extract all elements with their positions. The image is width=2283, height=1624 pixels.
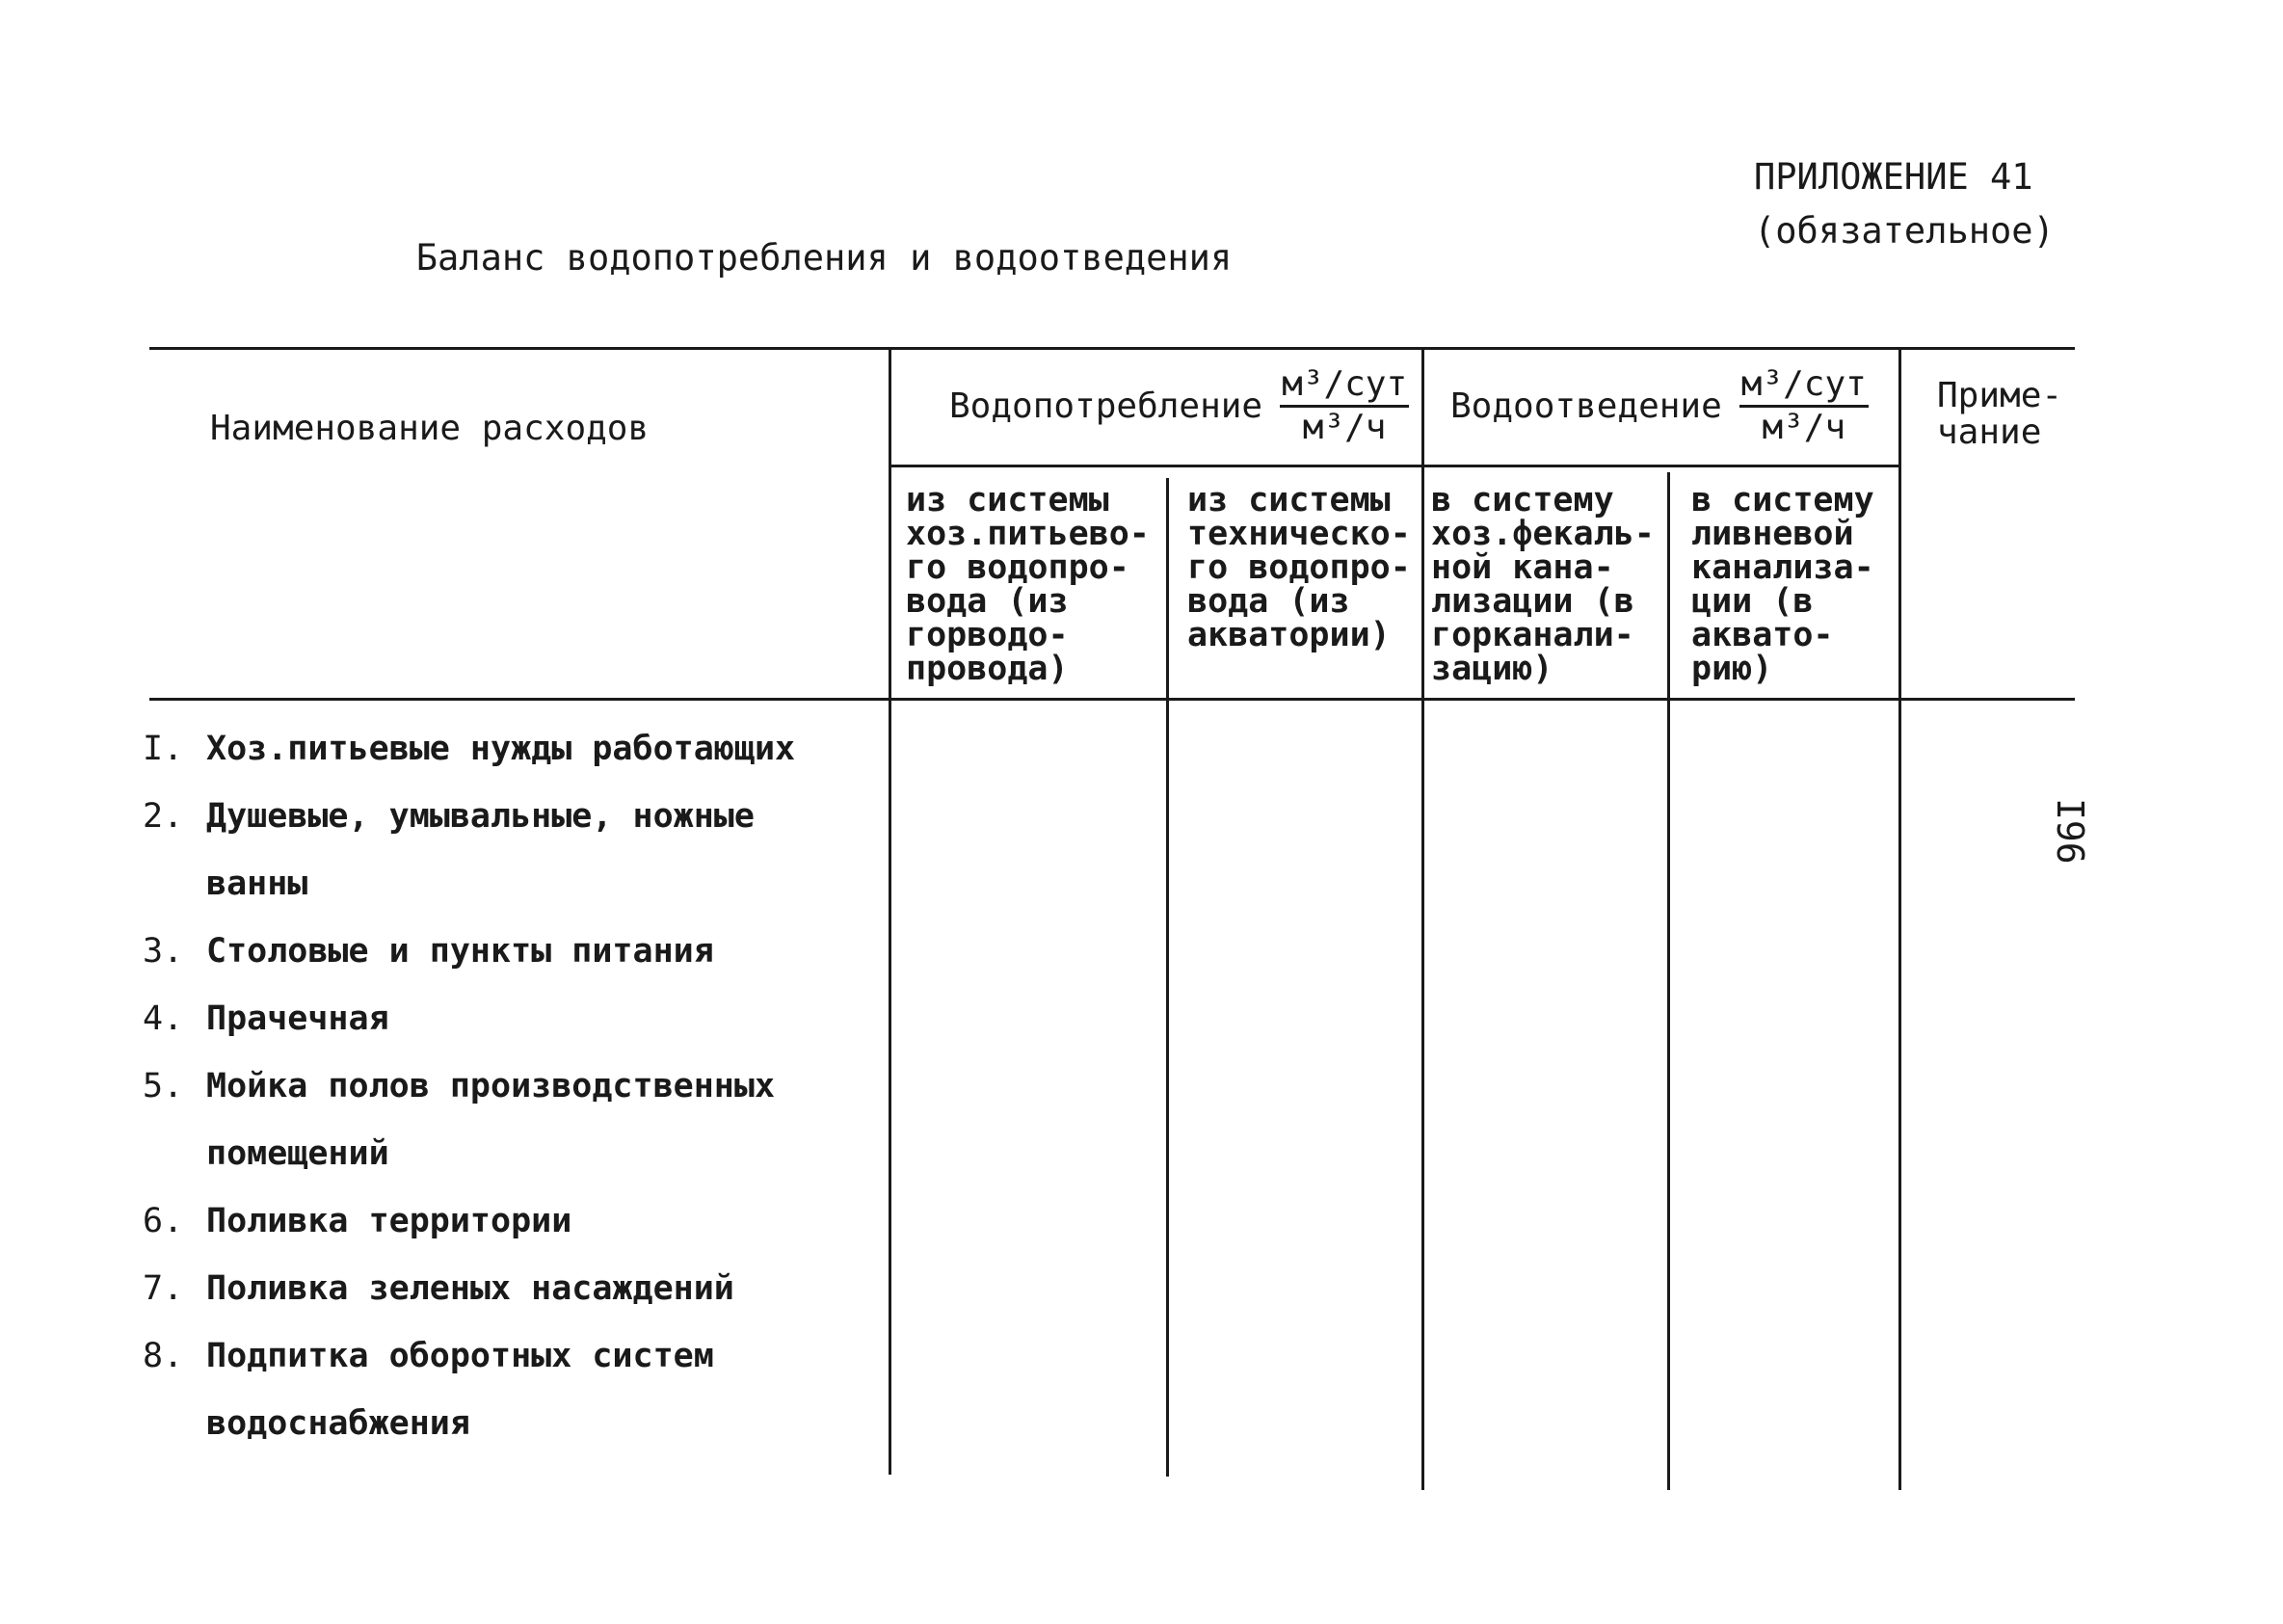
row-number: 8. [143, 1337, 184, 1375]
unit-per-day: м³/сут [1739, 364, 1869, 408]
water-disposal-units [1739, 364, 1869, 448]
row-label: Столовые и пункты питания [206, 932, 714, 971]
row-label-continued: ванны [206, 865, 308, 903]
subheader-sewer-disposal: в систему хоз.фекаль- ной кана- лизации (в горканали- зацию) [1431, 481, 1655, 688]
col-divider-1 [889, 349, 891, 1475]
appendix-label: ПРИЛОЖЕНИЕ 41 [1754, 156, 2033, 198]
header-bottom-rule [149, 698, 2075, 701]
water-disposal-label: Водоотведение [1450, 386, 1722, 426]
subheader-household-supply: из системы хоз.питьево- го водопро- вода (из горводо- провода) [906, 481, 1150, 688]
appendix-block [1754, 150, 2055, 258]
water-consumption-label: Водопотребление [949, 386, 1263, 426]
row-label: Подпитка оборотных систем [206, 1337, 714, 1375]
water-consumption-units [1280, 364, 1409, 448]
unit-per-hour: м³/ч [1762, 408, 1846, 447]
units-bottom-rule [891, 465, 1901, 467]
unit-per-day: м³/сут [1280, 364, 1409, 408]
header-water-disposal [1450, 364, 1869, 448]
header-water-consumption [949, 364, 1409, 448]
row-number: 4. [143, 999, 184, 1038]
appendix-note: (обязательное) [1754, 210, 2055, 252]
table-row [143, 715, 795, 783]
row-number: 7. [143, 1269, 184, 1308]
document-title: Баланс водопотребления и водоотведения [415, 237, 1233, 279]
table-row [143, 918, 714, 985]
table-row [143, 1322, 714, 1457]
row-label: Поливка зеленых насаждений [206, 1269, 734, 1308]
row-number: 3. [143, 932, 184, 971]
row-label-continued: помещений [206, 1134, 389, 1173]
col-divider-4 [1667, 472, 1670, 1490]
col-divider-2 [1166, 478, 1169, 1477]
header-note-column: Приме- чание [1937, 376, 2063, 452]
header-name-column: Наименование расходов [210, 409, 650, 448]
table-top-rule [149, 347, 2075, 350]
subheader-storm-disposal: в систему ливневой канализа- ции (в аквато- рию) [1691, 481, 1874, 688]
col-divider-3 [1421, 349, 1424, 1490]
table-row [143, 783, 755, 918]
page-number: I96 [2049, 798, 2091, 865]
row-number: 6. [143, 1202, 184, 1240]
row-number: I. [143, 730, 184, 768]
col-divider-5 [1898, 349, 1901, 1490]
table-row [143, 1187, 571, 1255]
row-number: 5. [143, 1067, 184, 1105]
row-label-continued: водоснабжения [206, 1404, 470, 1443]
unit-per-hour: м³/ч [1302, 408, 1387, 447]
subheader-technical-supply: из системы техническо- го водопро- вода (из акватории) [1187, 481, 1411, 654]
row-label: Хоз.питьевые нужды работающих [206, 730, 796, 768]
table-row [143, 985, 389, 1052]
table-row [143, 1255, 734, 1322]
table-row [143, 1052, 775, 1187]
row-label: Мойка полов производственных [206, 1067, 776, 1105]
row-label: Душевые, умывальные, ножные [206, 797, 755, 836]
row-number: 2. [143, 797, 184, 836]
row-label: Прачечная [206, 999, 389, 1038]
row-label: Поливка территории [206, 1202, 572, 1240]
